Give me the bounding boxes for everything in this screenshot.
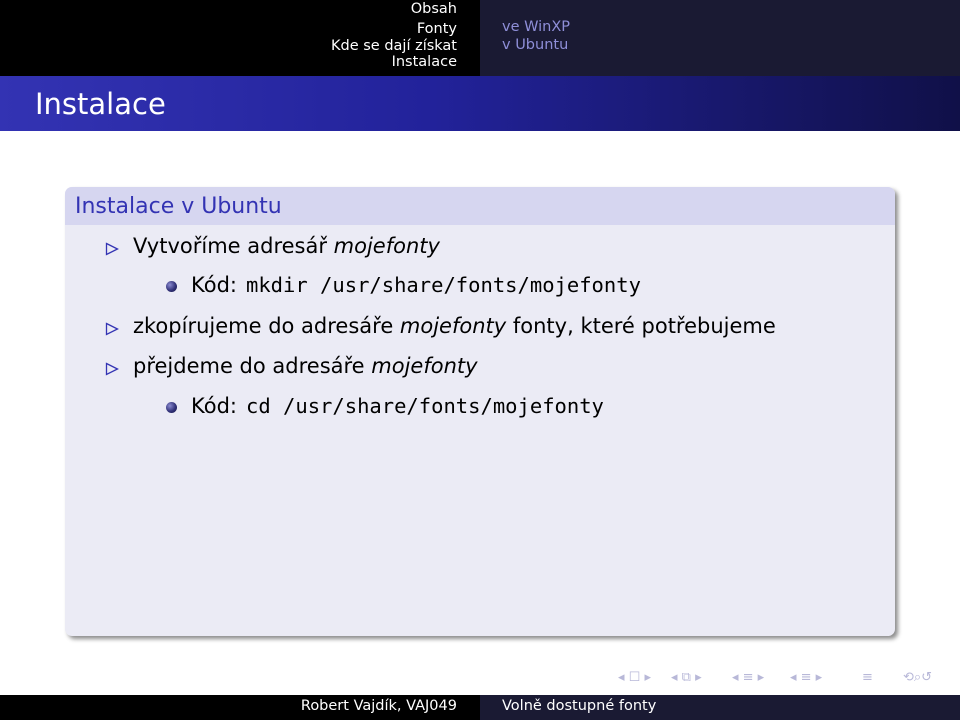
code-command: mkdir /usr/share/fonts/mojefonty (245, 273, 641, 297)
footer-author: Robert Vajdík, VAJ049 (300, 698, 457, 714)
item-italic-text: mojefonty (333, 234, 440, 258)
code-label: Kód: (191, 273, 237, 297)
footer-author-box (0, 695, 480, 720)
item-italic-text: mojefonty (371, 354, 478, 378)
slide-back-icon[interactable]: ◂ ☐ ▸ (618, 670, 651, 685)
nav-section-fonty[interactable]: Fonty (416, 21, 457, 37)
footer-title: Volně dostupné fonty (502, 698, 657, 714)
footline (0, 695, 960, 720)
frame-title: Instalace (35, 87, 166, 121)
nav-subsection-winxp[interactable]: ve WinXP (502, 19, 571, 35)
list-item (133, 354, 478, 378)
triangle-bullet-icon (105, 362, 119, 376)
section-nav-icon[interactable]: ◂ ≡ ▸ (790, 670, 823, 685)
appendix-icon[interactable]: ≡ (862, 670, 873, 685)
code-command: cd /usr/share/fonts/mojefonty (245, 394, 604, 418)
subsection-navigation (480, 0, 960, 76)
item-suffix-text: fonty, které potřebujeme (506, 314, 776, 338)
item-text: zkopírujeme do adresáře (133, 314, 400, 338)
code-label: Kód: (191, 394, 237, 418)
triangle-bullet-icon (105, 322, 119, 336)
item-text: Vytvoříme adresář (133, 234, 334, 258)
nav-section-obsah[interactable]: Obsah (410, 1, 457, 17)
content-block (65, 187, 895, 636)
nav-section-instalace[interactable]: Instalace (391, 54, 457, 70)
nav-subsection-ubuntu[interactable]: v Ubuntu (502, 37, 569, 53)
frame-nav-icon[interactable]: ◂ ⧉ ▸ (671, 670, 702, 685)
ball-bullet-icon (166, 281, 177, 292)
item-italic-text: mojefonty (399, 314, 507, 338)
footer-title-box (480, 695, 960, 720)
list-item (133, 234, 440, 258)
triangle-bullet-icon (105, 242, 119, 256)
search-icon[interactable]: ⟲⌕↺ (903, 670, 933, 685)
code-line (191, 273, 641, 297)
code-line (191, 394, 604, 418)
top-navigation (0, 0, 960, 76)
subsection-nav-icon[interactable]: ◂ ≡ ▸ (732, 670, 765, 685)
nav-section-kde-se-daji-ziskat[interactable]: Kde se dají získat (331, 38, 457, 54)
ball-bullet-icon (166, 402, 177, 413)
item-text: přejdeme do adresáře (133, 354, 372, 378)
list-item (133, 314, 776, 338)
block-title: Instalace v Ubuntu (75, 194, 282, 219)
frame-title-bar (0, 76, 960, 131)
section-navigation (0, 0, 480, 76)
block-header (65, 187, 895, 225)
